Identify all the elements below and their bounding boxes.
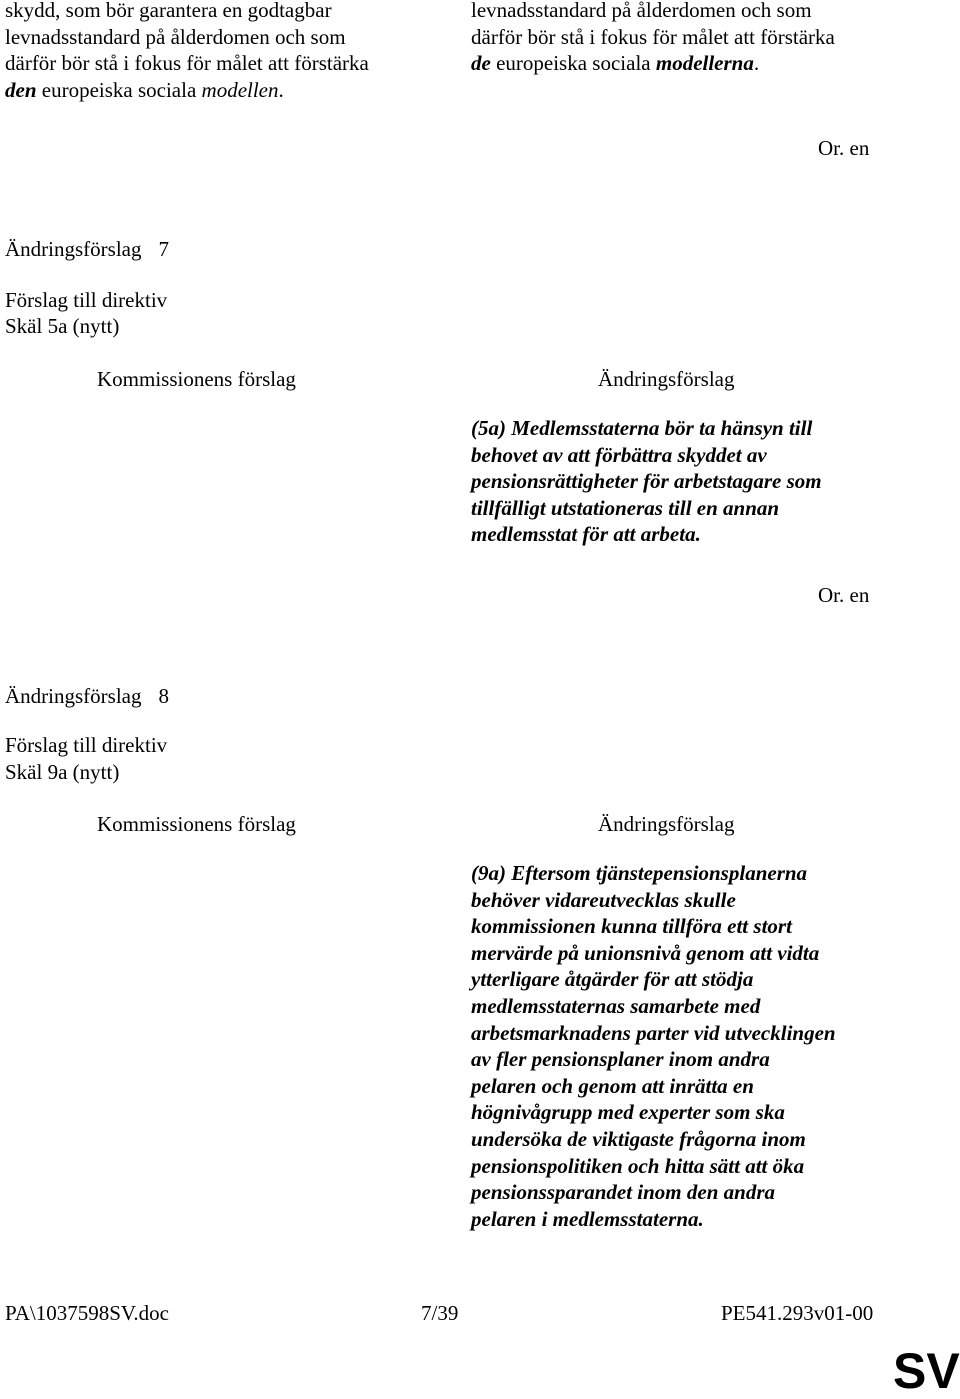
amendment-number: 7 <box>158 237 169 261</box>
footer-doc-ref: PA\1037598SV.doc <box>5 1301 169 1325</box>
amendment-heading: Ändringsförslag 7 <box>5 237 169 261</box>
footer-pe-ref: PE541.293v01-00 <box>721 1301 874 1325</box>
amendment-number: 8 <box>158 684 169 708</box>
amendment-text: (9a) Eftersom tjänstepensionsplanerna behöver vidareutvecklas skulle kommissionen kunna tillföra ett stort mervärde på unionsnivå genom att vidta ytterligare åtgärder för att stödja medlemsstaternas samarbete med arbetsmarknadens parter vid utvecklingen av fler pensionsplaner inom andra pelaren och genom att inrätta en högnivågrupp med experter som ska undersöka de viktigaste frågorna inom pensionspolitiken och hitta sätt att öka pensionssparandet inom den andra pelaren i medlemsstaterna. <box>471 861 836 1231</box>
amendment-text: (5a) Medlemsstaterna bör ta hänsyn till behovet av att förbättra skyddet av pensionsrättigheter för arbetstagare som tillfälligt utstationeras till en annan medlemsstat för att arbeta. <box>471 416 822 547</box>
proposal-subtitle: Förslag till direktiv <box>5 288 168 312</box>
original-language-label: Or. en <box>818 136 870 160</box>
column-header-amendment: Ändringsförslag <box>598 812 735 836</box>
previous-amendment-commission-text: skydd, som bör garantera en godtagbar levnadsstandard på ålderdomen och som därför bör stå i fokus för målet att förstärka den europeiska sociala modellen. <box>5 0 369 102</box>
recital-label: Skäl 9a (nytt) <box>5 760 120 784</box>
column-header-commission: Kommissionens förslag <box>97 812 296 836</box>
original-language-label: Or. en <box>818 583 870 607</box>
previous-amendment-amended-text: levnadsstandard på ålderdomen och som därför bör stå i fokus för målet att förstärka de europeiska sociala modellerna. <box>471 0 835 76</box>
footer-page-number: 7/39 <box>421 1301 459 1325</box>
recital-label: Skäl 5a (nytt) <box>5 314 120 338</box>
language-badge: SV <box>893 1343 960 1399</box>
column-header-commission: Kommissionens förslag <box>97 367 296 391</box>
proposal-subtitle: Förslag till direktiv <box>5 733 168 757</box>
amendment-heading: Ändringsförslag 8 <box>5 684 169 708</box>
column-header-amendment: Ändringsförslag <box>598 367 735 391</box>
